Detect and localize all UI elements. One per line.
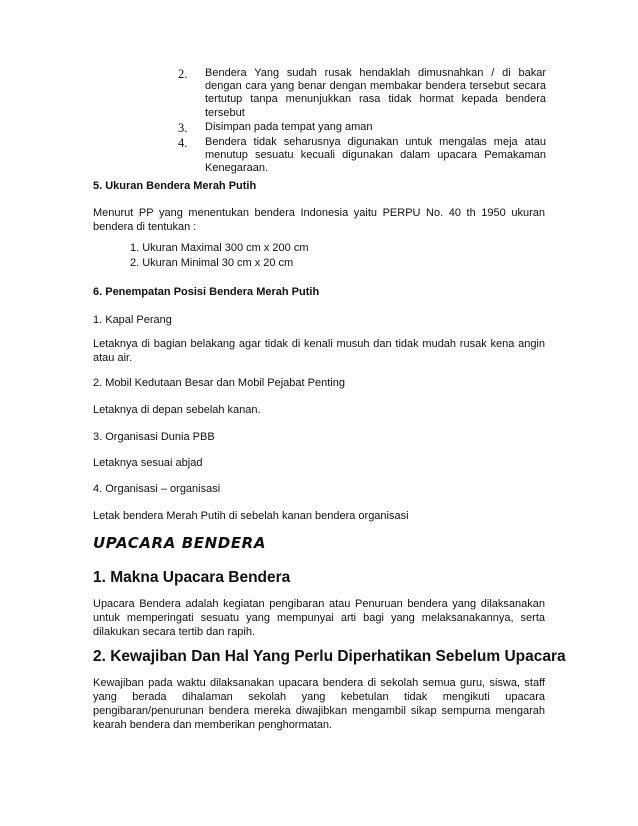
section-5-heading: 5. Ukuran Bendera Merah Putih [93,180,257,192]
upacara-title: UPACARA BENDERA [93,534,267,552]
list-text: Bendera tidak seharusnya digunakan untuk mengalas meja atau menutup sesuatu kecuali digunakan dalam upacara Pemakaman Kenegaraan. [205,135,546,175]
placement-2-text: Letaknya di depan sebelah kanan. [93,404,261,416]
list-item [178,136,546,176]
list-text: Disimpan pada tempat yang aman [205,120,373,133]
section-5-intro: Menurut PP yang menentukan bendera Indonesia yaitu PERPU No. 40 th 1950 ukuran bendera di tentukan : [93,207,545,233]
size-list [130,241,430,271]
kewajiban-text: Kewajiban pada waktu dilaksanakan upacara bendera di sekolah semua guru, siswa, staff yang berada dihalaman sekolah yang kebetulan tidak mengikuti upacara pengibaran/penurunan bendera mereka diwajibkan mengambil sikap sempurna mengarah kearah bendera dan memberikan penghormatan. [93,677,545,731]
list-item [178,67,546,120]
placement-3-text: Letaknya sesuai abjad [93,457,203,469]
placement-4-title: 4. Organisasi – organisasi [93,483,221,495]
list-number: 4. [178,135,188,150]
list-number: 2. [178,67,188,81]
placement-1-title: 1. Kapal Perang [93,314,172,326]
placement-1-text: Letaknya di bagian belakang agar tidak di kenali musuh dan tidak mudah rusak kena angin atau air. [93,338,545,364]
list-text: Bendera Yang sudah rusak hendaklah dimusnahkan / di bakar dengan cara yang benar dengan membakar bendera tersebut secara tertutup tanpa menunjukkan rasa tidak hormat kepada bendera tersebut [205,67,546,119]
size-item: 2. Ukuran Minimal 30 cm x 20 cm [130,257,294,269]
list-item [178,121,546,135]
top-numbered-list [178,67,546,175]
size-item: 1. Ukuran Maximal 300 cm x 200 cm [130,242,309,254]
placement-2-title: 2. Mobil Kedutaan Besar dan Mobil Pejabat Penting [93,377,345,389]
heading-kewajiban: 2. Kewajiban Dan Hal Yang Perlu Diperhatikan Sebelum Upacara [93,648,566,665]
heading-makna: 1. Makna Upacara Bendera [93,569,291,586]
placement-3-title: 3. Organisasi Dunia PBB [93,431,215,443]
section-6-heading: 6. Penempatan Posisi Bendera Merah Putih [93,286,320,298]
list-number: 3. [178,120,188,135]
makna-text: Upacara Bendera adalah kegiatan pengibaran atau Penuruan bendera yang dilaksanakan untuk memperingati sesuatu yang mempunyai arti bagi yang melaksanakannya, serta dilakukan secara tertib dan rapih. [93,598,545,638]
placement-4-text: Letak bendera Merah Putih di sebelah kanan bendera organisasi [93,510,409,522]
